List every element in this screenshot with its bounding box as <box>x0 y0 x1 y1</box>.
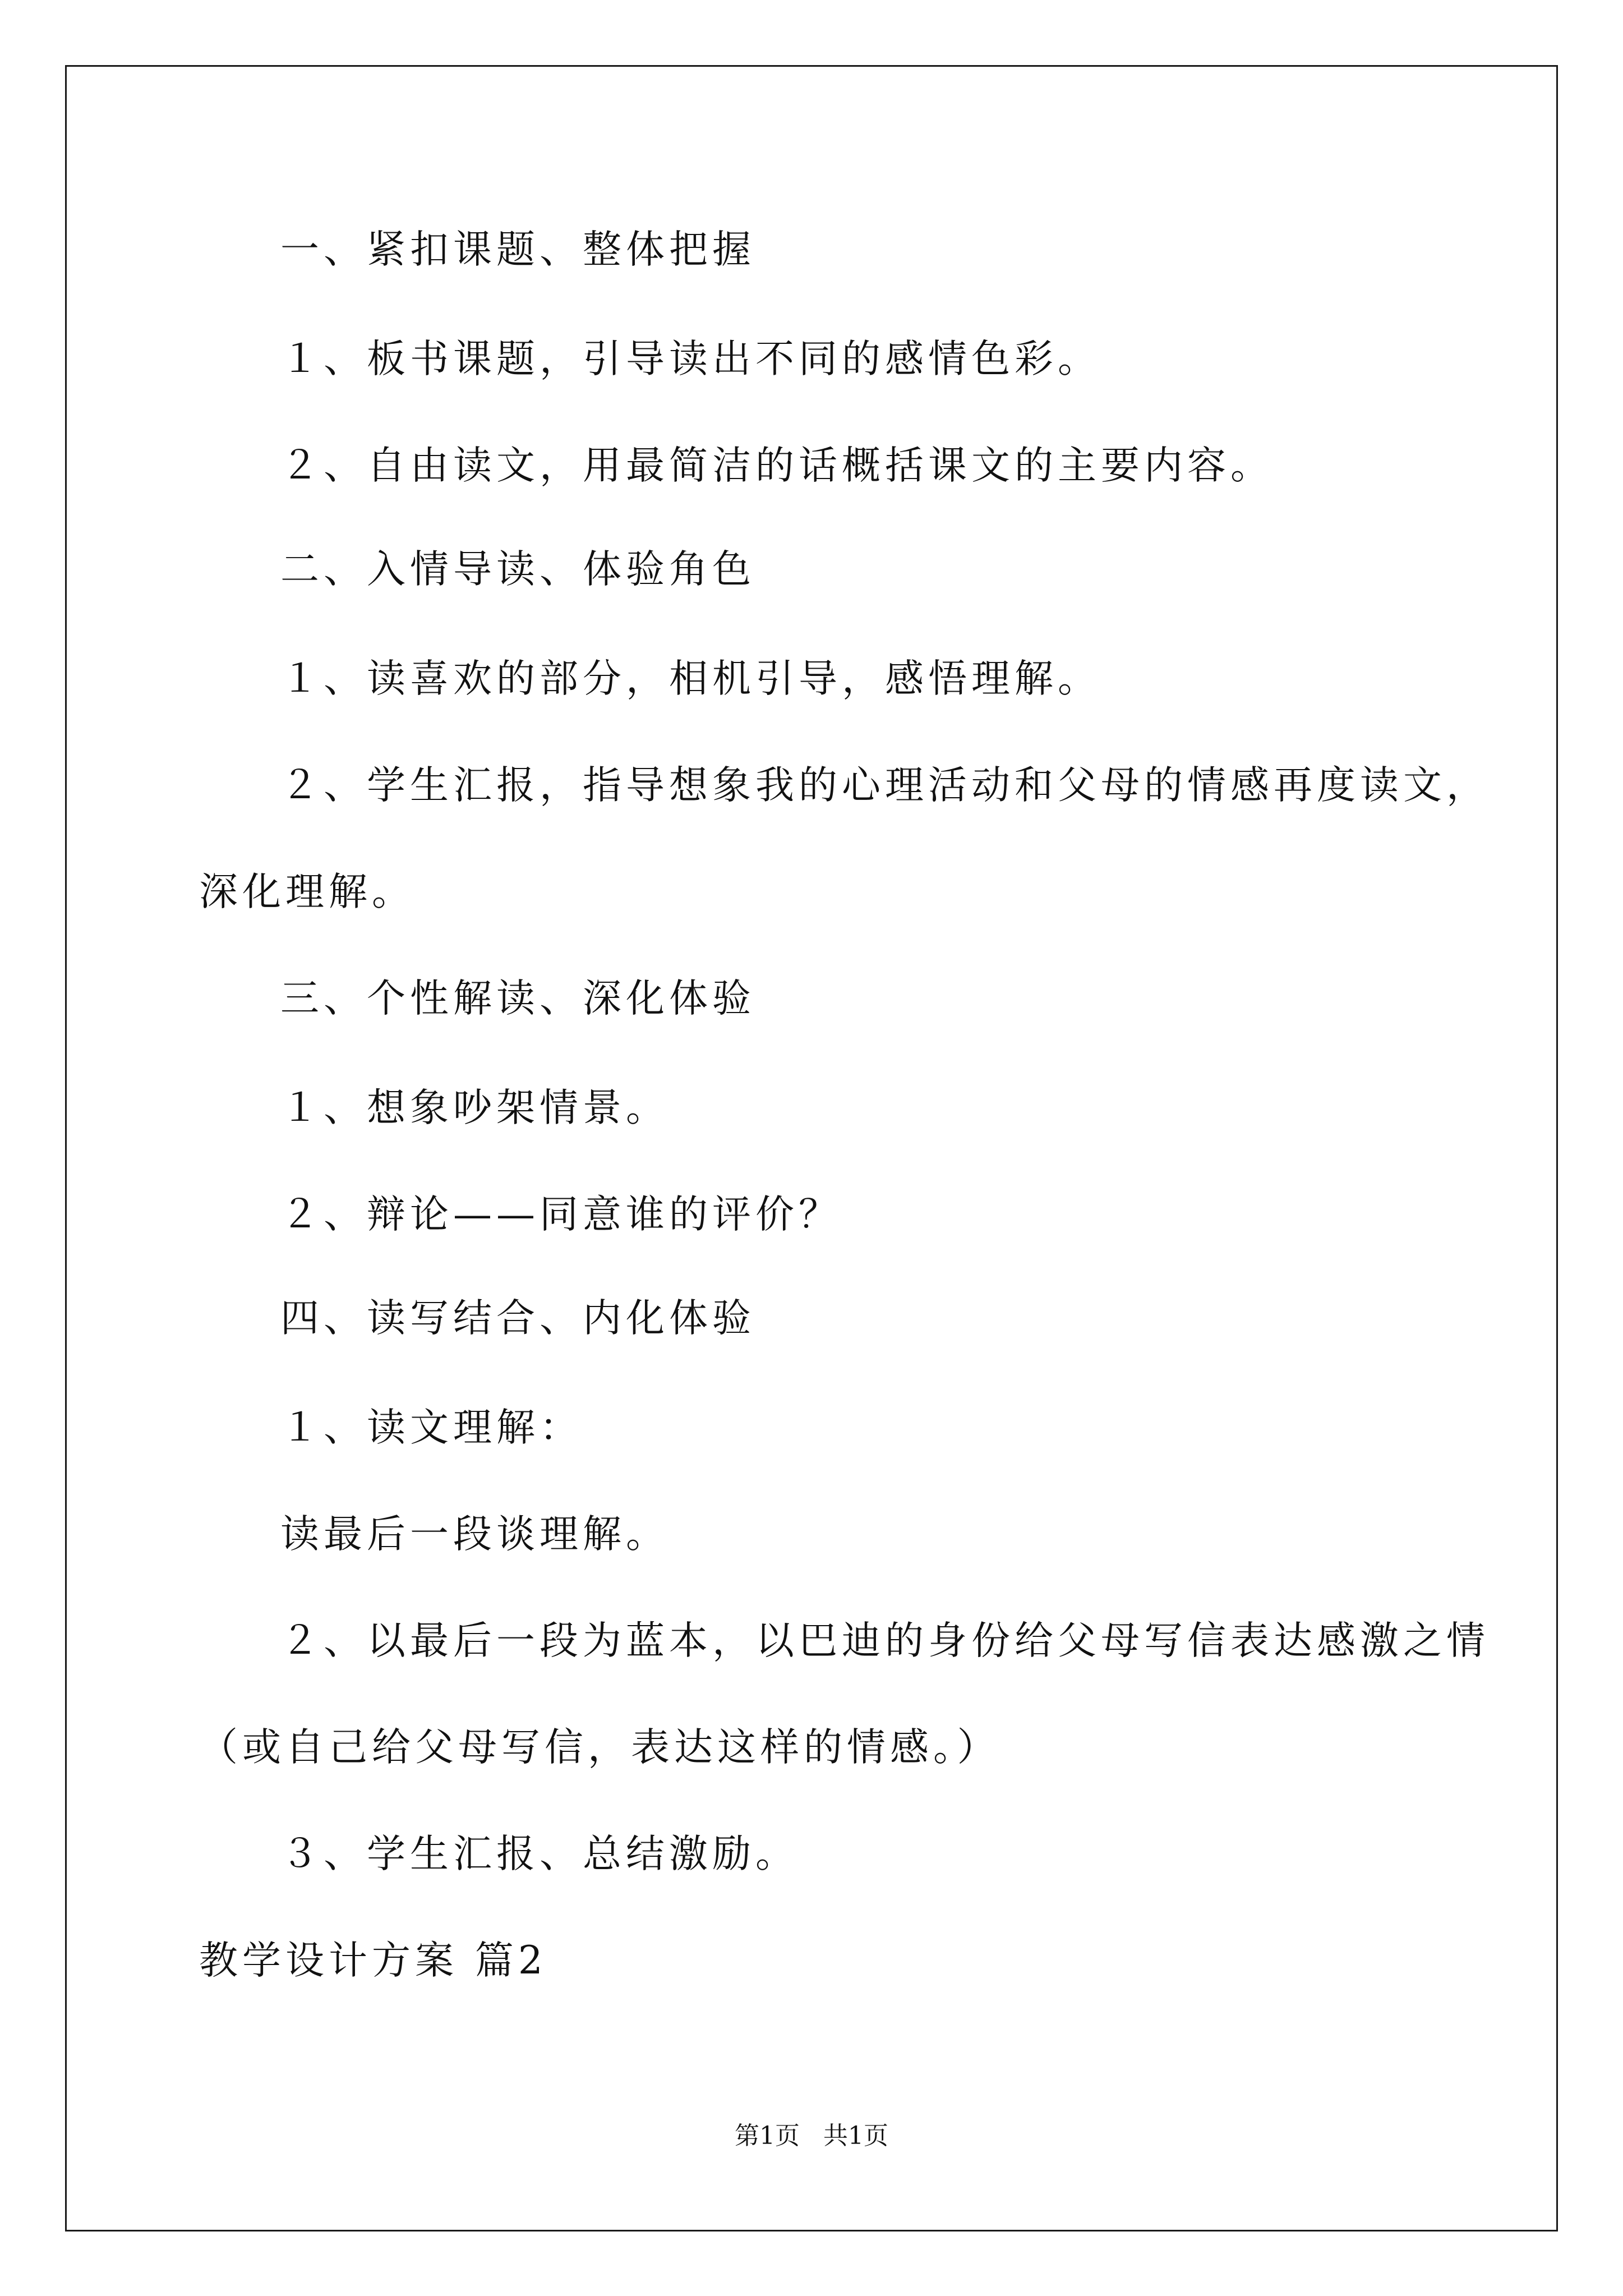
paragraph-3-2: ２、辩论——同意谁的评价？ <box>280 1192 842 1237</box>
paragraph-4-2-cont: （或自己给父母写信，表达这样的情感。） <box>199 1725 1000 1770</box>
paragraph-4-1: １、读文理解： <box>280 1405 583 1450</box>
paragraph-2-1: １、读喜欢的部分，相机引导，感悟理解。 <box>280 656 1101 701</box>
paragraph-1-1: １、板书课题，引导读出不同的感情色彩。 <box>280 337 1101 381</box>
section-heading-4: 四、读写结合、内化体验 <box>280 1296 755 1341</box>
page-footer: 第1页 共1页 <box>735 2122 888 2150</box>
paragraph-2-2-cont: 深化理解。 <box>199 869 415 914</box>
next-section-title: 教学设计方案 篇2 <box>199 1938 547 1983</box>
page-border <box>65 65 1558 2231</box>
paragraph-2-2: ２、学生汇报，指导想象我的心理活动和父母的情感再度读文， <box>280 763 1490 808</box>
section-heading-2: 二、入情导读、体验角色 <box>280 547 755 592</box>
paragraph-3-1: １、想象吵架情景。 <box>280 1085 669 1130</box>
section-heading-3: 三、个性解读、深化体验 <box>280 976 755 1021</box>
paragraph-4-2: ２、以最后一段为蓝本，以巴迪的身份给父母写信表达感激之情 <box>280 1618 1490 1663</box>
section-heading-1: 一、紧扣课题、整体把握 <box>280 227 755 272</box>
paragraph-4-1-detail: 读最后一段谈理解。 <box>280 1512 669 1557</box>
paragraph-4-3: ３、学生汇报、总结激励。 <box>280 1832 799 1876</box>
paragraph-1-2: ２、自由读文，用最简洁的话概括课文的主要内容。 <box>280 443 1274 488</box>
